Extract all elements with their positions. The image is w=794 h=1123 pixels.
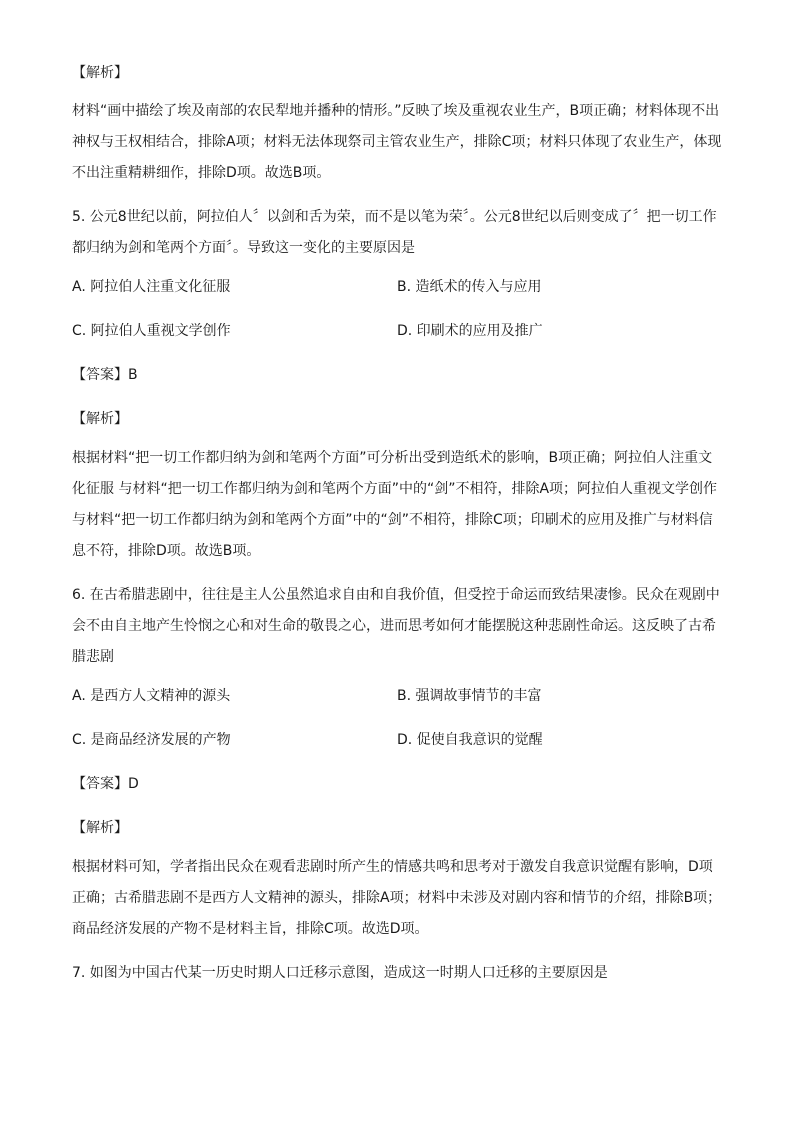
q5-analysis-label: 【解析】 (72, 411, 128, 427)
q5-option-d: D. 印刷术的应用及推广 (397, 323, 543, 339)
q6-options-row-1 (72, 686, 724, 706)
q5-stem: 5. 公元8世纪以前，阿拉伯人〞以剑和舌为荣，而不是以笔为荣〞。公元8世纪以后则变成了〞把一切工作都归纳为剑和笔两个方面〞。导致这一变化的主要原因是 (72, 209, 717, 256)
q7-stem: 7. 如图为中国古代某一历史时期人口迁移示意图，造成这一时期人口迁移的主要原因是 (72, 965, 608, 981)
q6-answer: 【答案】D (72, 776, 139, 792)
q5-answer: 【答案】B (72, 367, 138, 383)
q6-option-a: A. 是西方人文精神的源头 (72, 688, 231, 704)
q6-option-d: D. 促使自我意识的觉醒 (397, 732, 543, 748)
q4-analysis-label: 【解析】 (72, 65, 128, 81)
q6-option-c: C. 是商品经济发展的产物 (72, 732, 231, 748)
q5-option-b: B. 造纸术的传入与应用 (397, 279, 542, 295)
q7-stem-block (72, 958, 724, 989)
q4-analysis-label-block (72, 63, 724, 83)
q6-analysis-label: 【解析】 (72, 820, 128, 836)
q4-analysis-block (72, 96, 724, 189)
q5-options-row-2 (72, 321, 724, 341)
q6-option-b: B. 强调故事情节的丰富 (397, 688, 542, 704)
q5-option-c: C. 阿拉伯人重视文学创作 (72, 323, 231, 339)
q6-stem: 6. 在古希腊悲剧中，往往是主人公虽然追求自由和自我价值，但受控于命运而致结果凄惨。民众在观剧中会不由自主地产生怜悯之心和对生命的敬畏之心，进而思考如何才能摆脱这种悲剧性命运。这反映了古希腊悲剧 (72, 587, 720, 665)
q6-options-row-2 (72, 730, 724, 750)
q5-options-row-1 (72, 277, 724, 297)
q6-stem-block (72, 580, 724, 673)
q5-analysis-label-block (72, 409, 724, 429)
q5-option-a: A. 阿拉伯人注重文化征服 (72, 279, 231, 295)
q6-analysis-text: 根据材料可知，学者指出民众在观看悲剧时所产生的情感共鸣和思考对于激发自我意识觉醒有影响，D项正确；古希腊悲剧不是西方人文精神的源头，排除A项；材料中未涉及对剧内容和情节的介绍，排除B项；商品经济发展的产物不是材料主旨，排除C项。故选D项。 (72, 859, 722, 937)
q4-analysis-text: 材料“画中描绘了埃及南部的农民犁地并播种的情形。”反映了埃及重视农业生产，B项正确；材料体现不出神权与王权相结合，排除A项；材料无法体现祭司主管农业生产，排除C项；材料只体现了农业生产，体现不出注重精耕细作，排除D项。故选B项。 (72, 103, 722, 181)
q6-analysis-block (72, 852, 724, 945)
document-page (72, 58, 724, 1002)
q6-answer-block (72, 774, 724, 794)
q6-analysis-label-block (72, 818, 724, 838)
q5-analysis-text: 根据材料“把一切工作都归纳为剑和笔两个方面”可分析出受到造纸术的影响，B项正确；阿拉伯人注重文化征服 与材料“把一切工作都归纳为剑和笔两个方面”中的“剑”不相符，排除A项；阿拉伯人重视文学创作与材料“把一切工作都归纳为剑和笔两个方面”中的“剑”不相符，排除C项；印刷术的应用及推广与材料信息不符，排除D项。故选B项。 (72, 450, 718, 559)
q5-stem-block (72, 202, 724, 264)
q5-analysis-block (72, 443, 724, 567)
q5-answer-block (72, 365, 724, 385)
